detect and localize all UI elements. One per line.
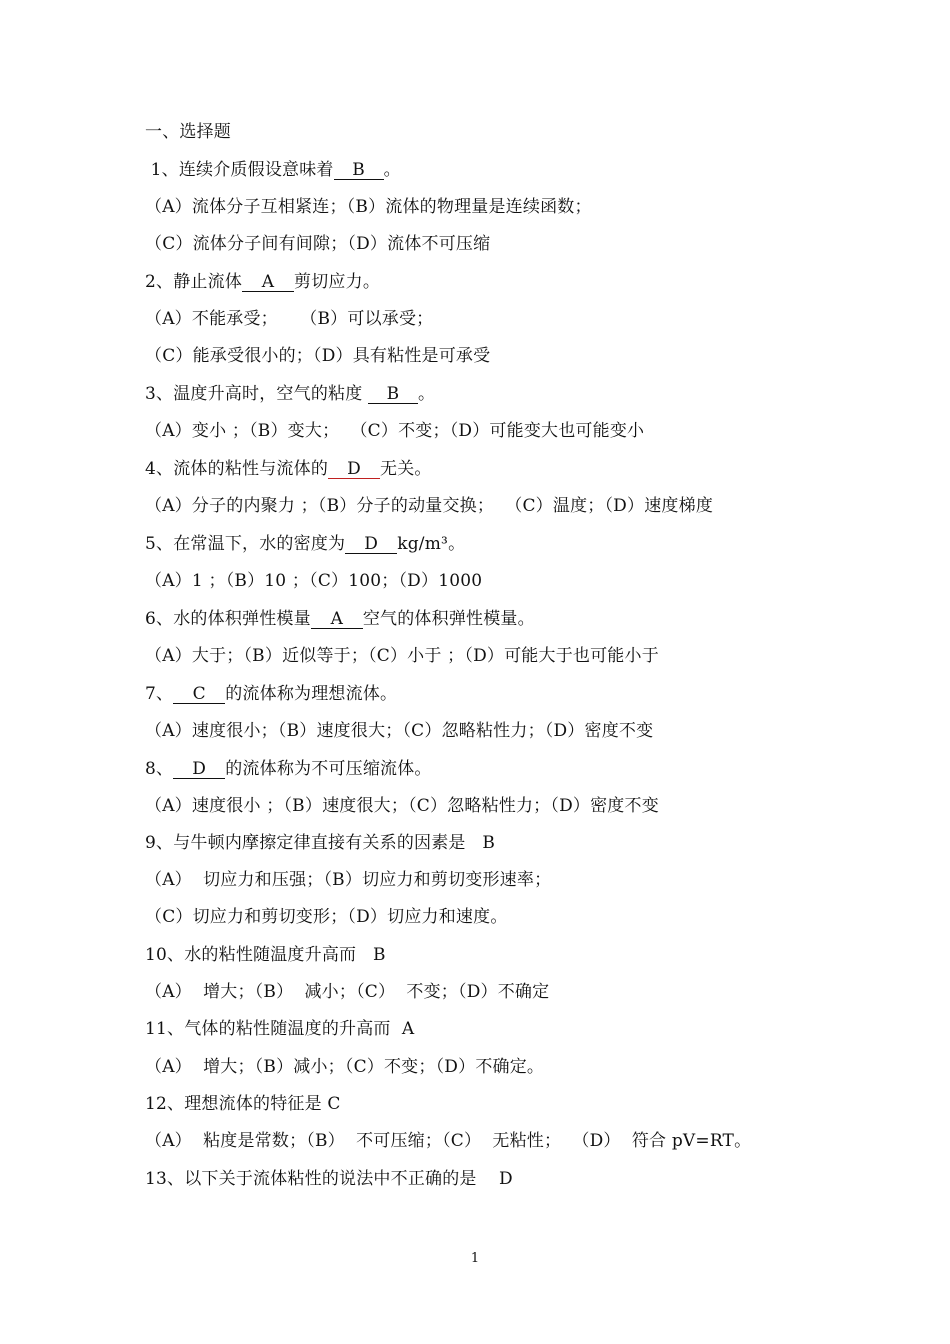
question-1 (145, 159, 401, 181)
question-2 (145, 271, 380, 293)
question-6-end: 空气的体积弹性模量。 (362, 609, 535, 629)
question-9-options-cd: （C）切应力和剪切变形；（D）切应力和速度。 (145, 907, 508, 927)
question-9-options-ab: （A） 切应力和压强；（B）切应力和剪切变形速率； (145, 870, 552, 890)
question-10: 10、水的粘性随温度升高而 B (145, 945, 386, 965)
question-8-options: （A）速度很小 ；（B）速度很大；（C）忽略粘性力；（D）密度不变 (145, 796, 659, 816)
answer-blank-8: D (173, 760, 225, 779)
question-4-end: 无关。 (380, 459, 432, 479)
question-2-text: 2、静止流体 (145, 272, 243, 292)
question-5-end: kg/m³。 (397, 534, 466, 554)
question-12-options: （A） 粘度是常数；（B） 不可压缩；（C） 无粘性； （D） 符合 pV=RT。 (145, 1131, 752, 1151)
question-3 (145, 383, 435, 405)
question-11-options: （A） 增大；（B）减小；（C）不变；（D）不确定。 (145, 1057, 545, 1077)
question-8-text: 8、 (145, 759, 174, 779)
question-3-text: 3、温度升高时，空气的粘度 (145, 384, 369, 404)
answer-blank-4: D (328, 460, 380, 479)
section-title: 一、选择题 (145, 122, 231, 142)
question-11: 11、气体的粘性随温度的升高而 A (145, 1019, 415, 1039)
question-5-options: （A）1 ；（B）10 ；（C）100；（D）1000 (145, 571, 483, 591)
answer-blank-7: C (173, 685, 225, 704)
page-number: 1 (470, 1251, 480, 1266)
question-7-text: 7、 (145, 684, 174, 704)
question-4-text: 4、流体的粘性与流体的 (145, 459, 329, 479)
answer-blank-1: B (334, 161, 384, 180)
question-2-end: 剪切应力。 (294, 272, 381, 292)
question-2-options-cd: （C）能承受很小的；（D）具有粘性是可承受 (145, 346, 491, 366)
question-5 (145, 533, 465, 555)
question-1-end: 。 (383, 160, 401, 180)
question-3-options: （A）变小 ；（B）变大； （C）不变；（D）可能变大也可能变小 (145, 421, 645, 441)
question-12: 12、理想流体的特征是 C (145, 1094, 341, 1114)
question-7-end: 的流体称为理想流体。 (225, 684, 398, 704)
question-7 (145, 683, 397, 705)
answer-blank-3: B (368, 385, 418, 404)
question-5-text: 5、在常温下，水的密度为 (145, 534, 346, 554)
question-10-options: （A） 增大；（B） 减小；（C） 不变；（D）不确定 (145, 982, 550, 1002)
question-6-text: 6、水的体积弹性模量 (145, 609, 311, 629)
question-1-text: 1、连续介质假设意味着 (145, 160, 334, 180)
answer-blank-5: D (345, 535, 397, 554)
question-4 (145, 458, 432, 480)
answer-blank-2: A (242, 273, 294, 292)
answer-blank-6: A (311, 610, 363, 629)
question-6 (145, 608, 535, 630)
question-13: 13、以下关于流体粘性的说法中不正确的是 D (145, 1169, 513, 1189)
question-7-options: （A）速度很小；（B）速度很大；（C）忽略粘性力；（D）密度不变 (145, 721, 654, 741)
question-6-options: （A）大于；（B）近似等于；（C）小于 ；（D）可能大于也可能小于 (145, 646, 659, 666)
question-4-options: （A）分子的内聚力 ；（B）分子的动量交换； （C）温度；（D）速度梯度 (145, 496, 714, 516)
question-9: 9、与牛顿内摩擦定律直接有关系的因素是 B (145, 833, 496, 853)
question-3-end: 。 (418, 384, 436, 404)
question-1-options-cd: （C）流体分子间有间隙；（D）流体不可压缩 (145, 234, 491, 254)
question-1-options-ab: （A）流体分子互相紧连；（B）流体的物理量是连续函数； (145, 197, 592, 217)
question-2-options-ab: （A）不能承受； （B）可以承受； (145, 309, 434, 329)
question-8 (145, 758, 432, 780)
question-8-end: 的流体称为不可压缩流体。 (225, 759, 432, 779)
